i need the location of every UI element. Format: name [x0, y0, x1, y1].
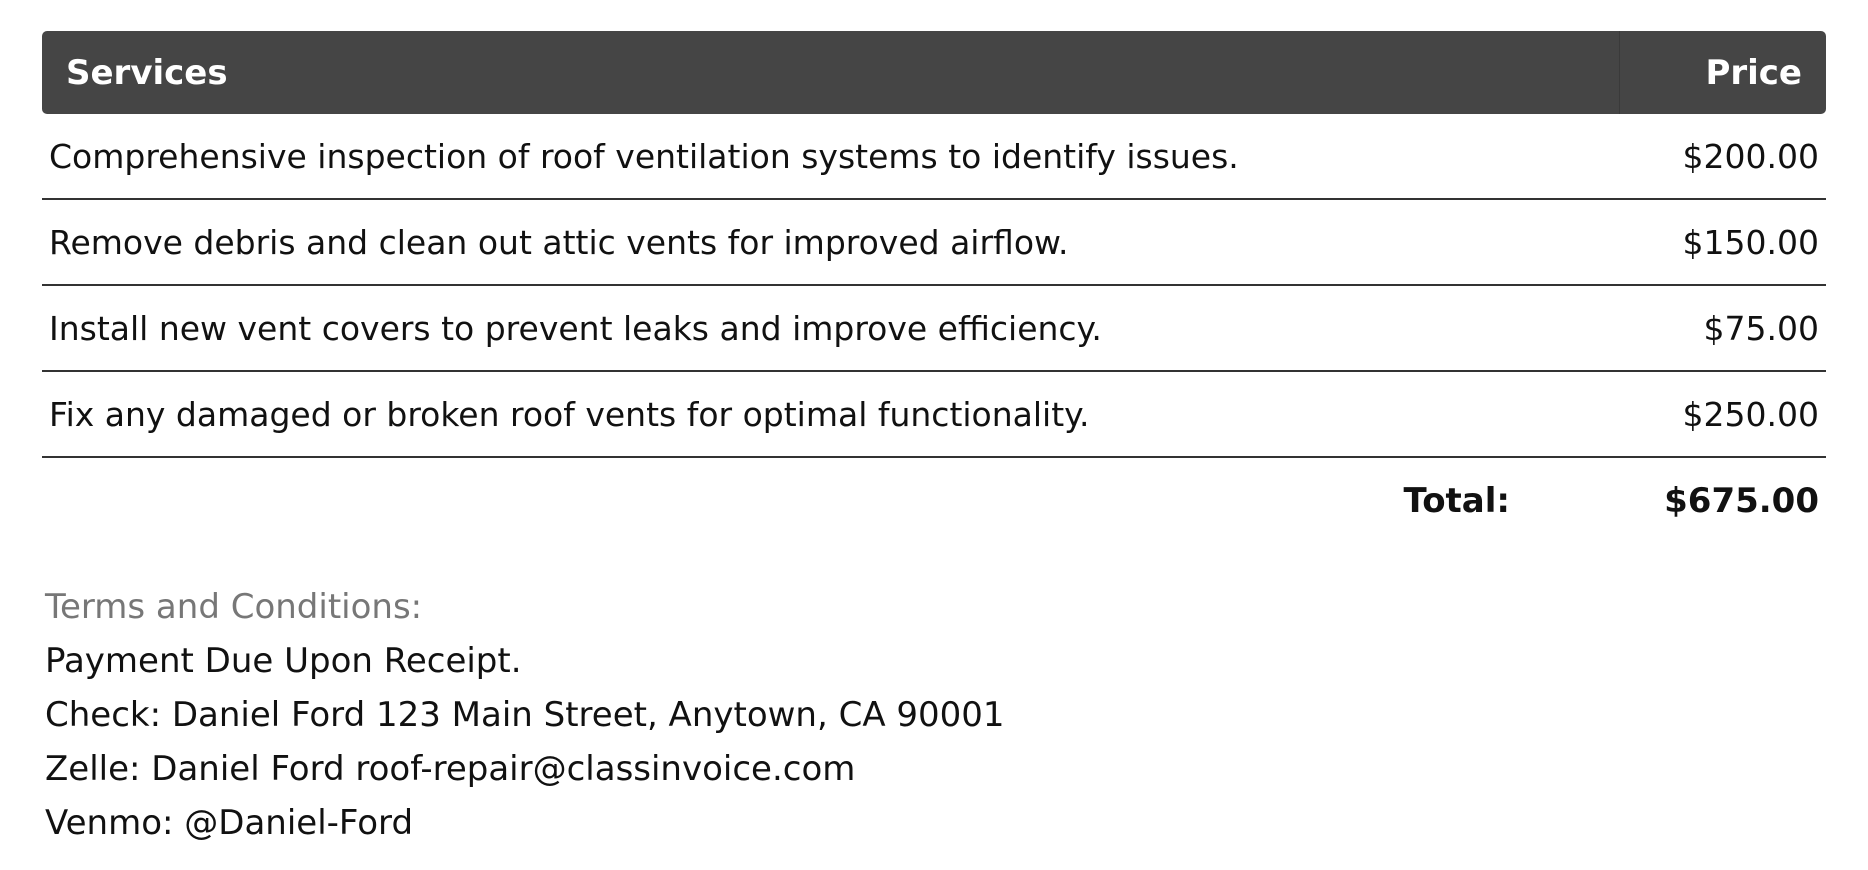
terms-line-payment-due: Payment Due Upon Receipt. [45, 641, 522, 681]
services-table [42, 31, 1826, 544]
terms-section [45, 580, 1005, 850]
service-description: Remove debris and clean out attic vents for improved airflow. [49, 222, 1069, 262]
table-row [42, 114, 1826, 200]
total-row [42, 458, 1826, 544]
service-price: $150.00 [1682, 222, 1819, 262]
table-row [42, 200, 1826, 286]
table-header [42, 31, 1826, 114]
total-label: Total: [1403, 481, 1510, 521]
total-value: $675.00 [1664, 481, 1819, 521]
service-description: Fix any damaged or broken roof vents for optimal functionality. [49, 394, 1090, 434]
table-row [42, 286, 1826, 372]
service-price: $75.00 [1703, 308, 1819, 348]
terms-line-venmo: Venmo: @Daniel-Ford [45, 803, 414, 843]
table-row [42, 372, 1826, 458]
service-description: Install new vent covers to prevent leaks and improve efficiency. [49, 308, 1102, 348]
service-price: $250.00 [1682, 394, 1819, 434]
terms-line-zelle: Zelle: Daniel Ford roof-repair@classinvoice.com [45, 749, 856, 789]
service-price: $200.00 [1682, 136, 1819, 176]
terms-line-check: Check: Daniel Ford 123 Main Street, Anytown, CA 90001 [45, 695, 1005, 735]
price-column-header: Price [1705, 52, 1802, 93]
terms-heading: Terms and Conditions: [45, 587, 423, 627]
services-column-header: Services [42, 31, 1620, 114]
service-description: Comprehensive inspection of roof ventilation systems to identify issues. [49, 136, 1239, 176]
